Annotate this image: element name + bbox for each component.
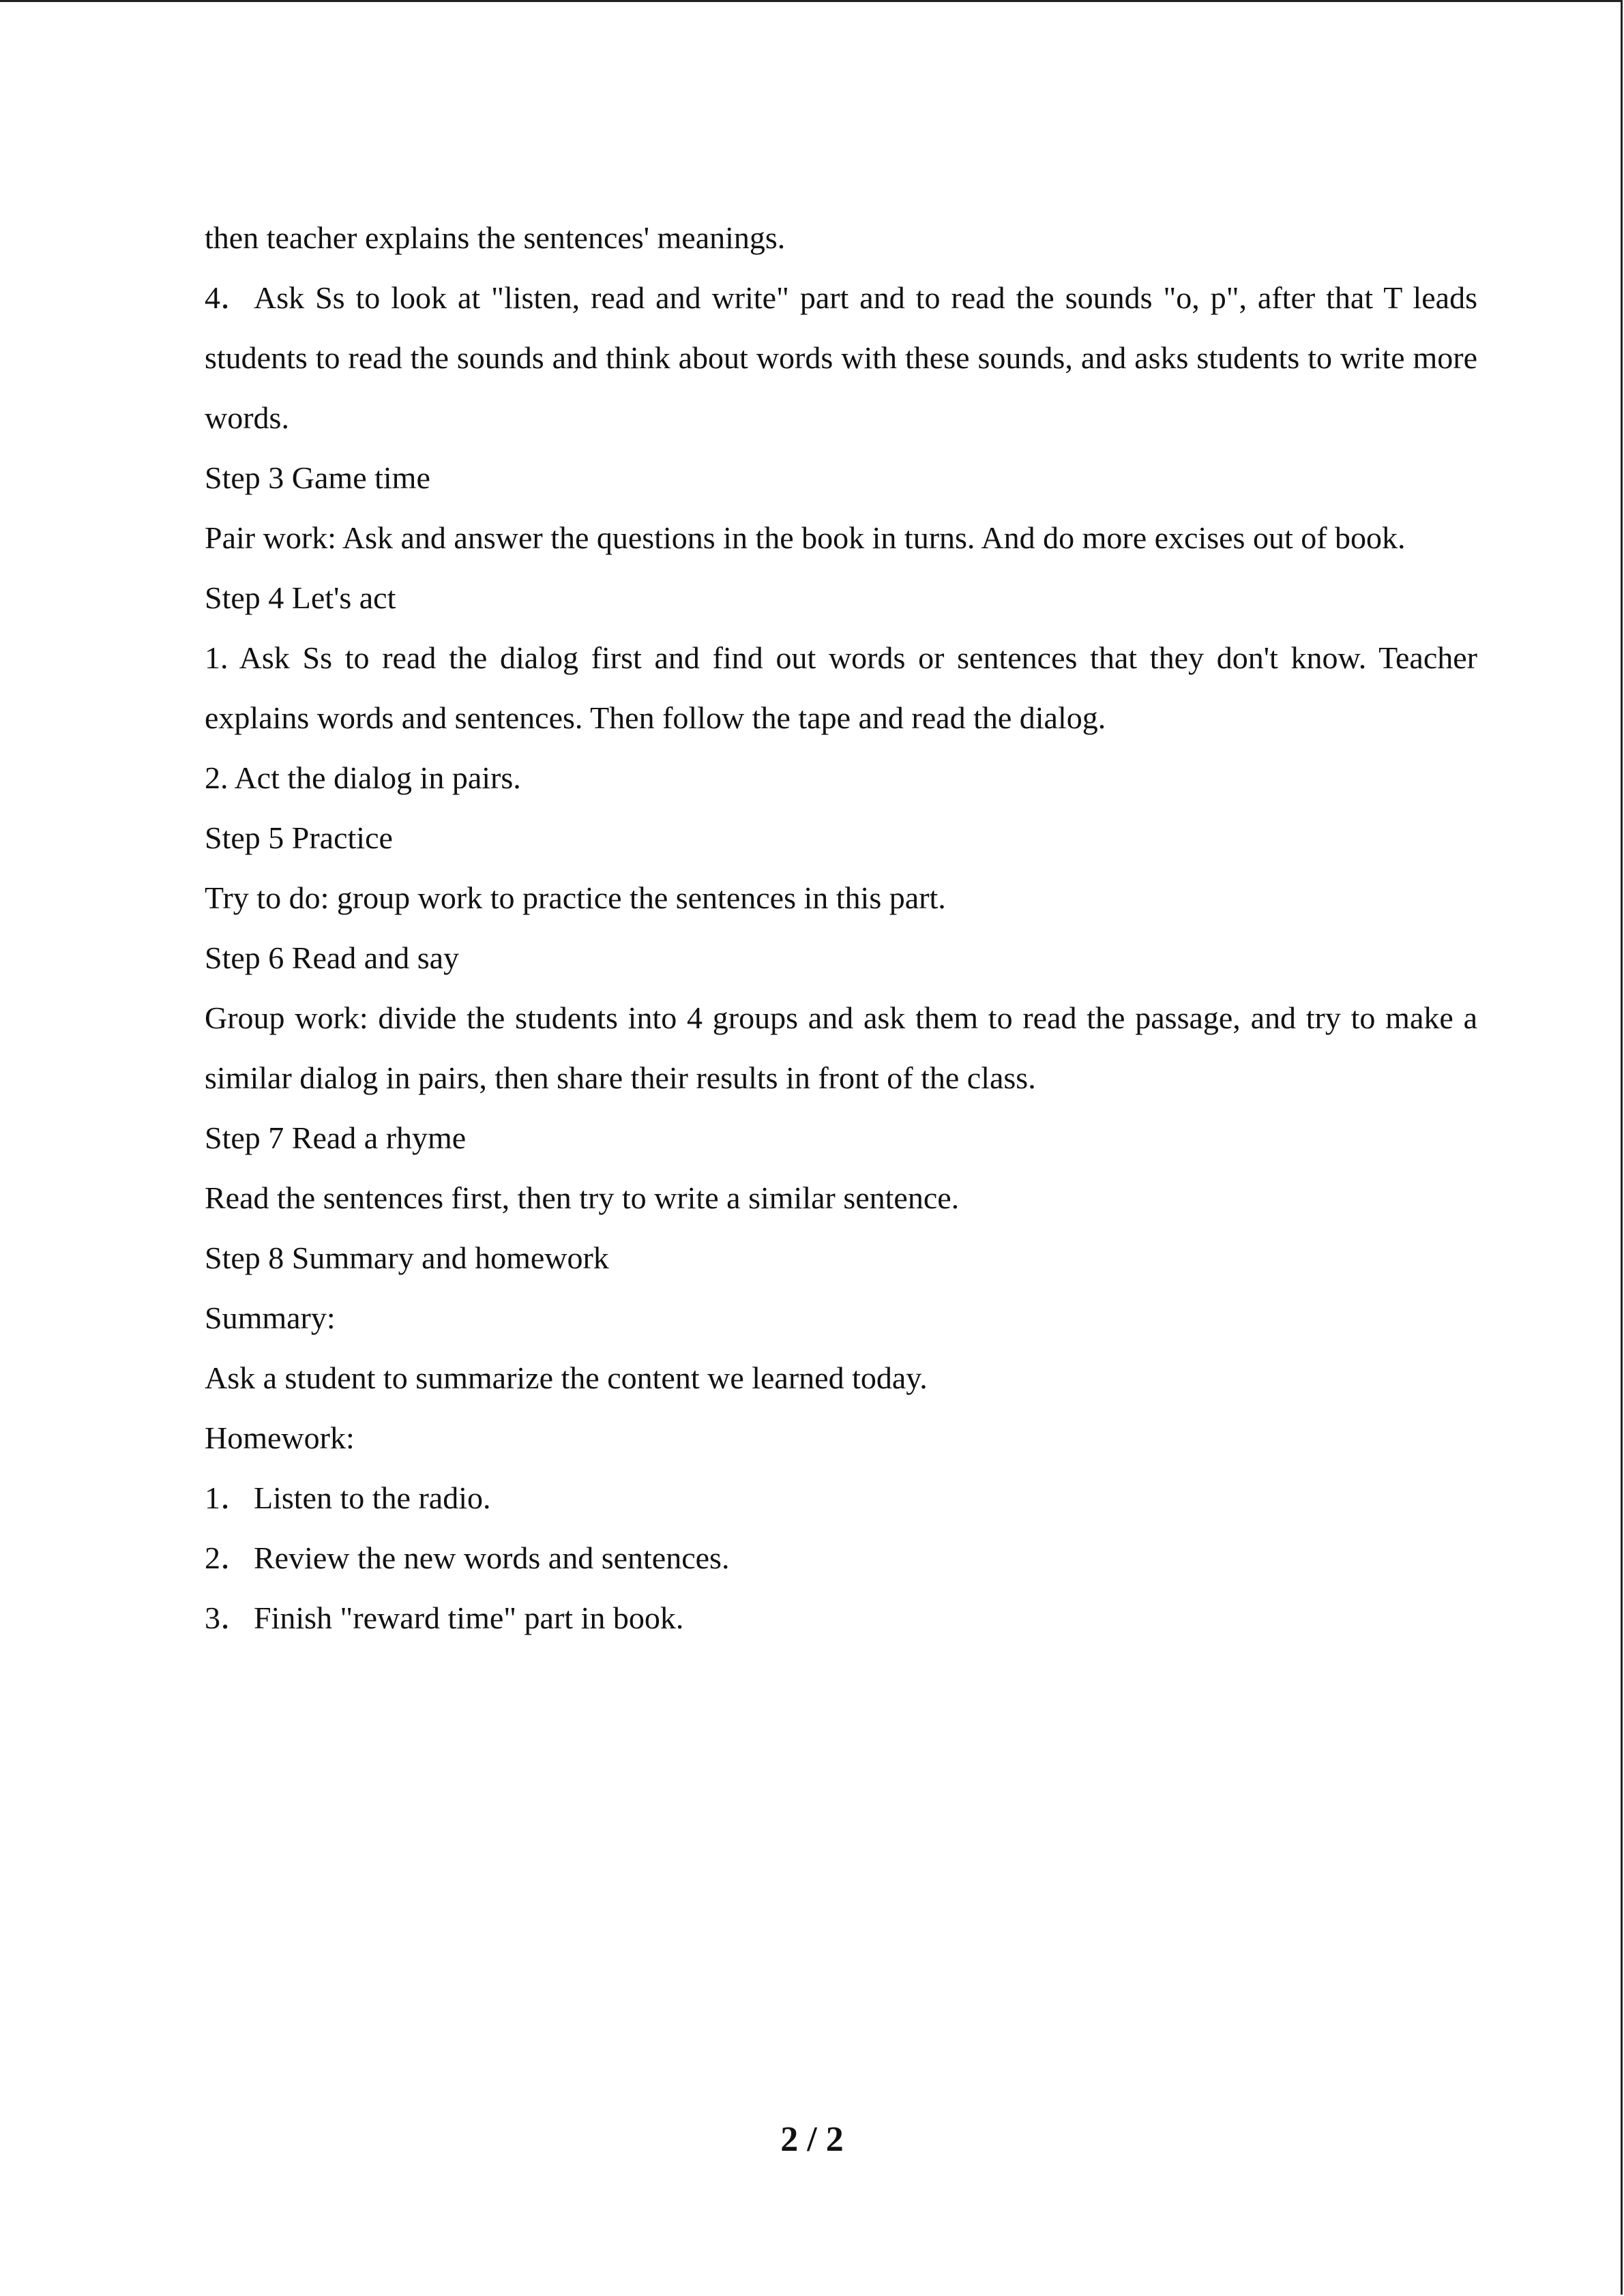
- step-heading: Step 5 Practice: [205, 820, 393, 855]
- text-line: Pair work: Ask and answer the questions in the book in turns. And do more excises out of book.: [205, 520, 1406, 555]
- list-item: 1．Listen to the radio.: [205, 1468, 1477, 1528]
- text-line: then teacher explains the sentences' meanings.: [205, 220, 786, 255]
- text-line: Summary:: [205, 1300, 336, 1335]
- step-heading: Step 4 Let's act: [205, 580, 396, 615]
- step-heading: Step 6 Read and say: [205, 940, 460, 975]
- step-heading: Step 3 Game time: [205, 460, 430, 495]
- text-paragraph: Group work: divide the students into 4 groups and ask them to read the passage, and try to make a similar dialog in pairs, then share their results in front of the class.: [205, 1000, 1477, 1095]
- step-heading: Step 7 Read a rhyme: [205, 1120, 467, 1155]
- text-line: Ask a student to summarize the content we learned today.: [205, 1360, 928, 1395]
- page-number: 2 / 2: [780, 2120, 844, 2159]
- text-line: Homework:: [205, 1420, 355, 1455]
- step-heading: Step 8 Summary and homework: [205, 1240, 609, 1275]
- list-item: 4．Ask Ss to look at "listen, read and write" part and to read the sounds "o, p", after that T leads students to read the sounds and think about words with these sounds, and asks students to write more words.: [205, 268, 1477, 448]
- text-line: 2. Act the dialog in pairs.: [205, 760, 521, 795]
- list-item: 3．Finish "reward time" part in book.: [205, 1588, 1477, 1648]
- item-number: 3．: [205, 1600, 252, 1635]
- document-body: [205, 208, 1477, 1648]
- text-line: Read the sentences first, then try to write a similar sentence.: [205, 1180, 960, 1215]
- item-number: 1．: [205, 1480, 252, 1515]
- item-number: 2．: [205, 1540, 252, 1575]
- item-number: 4．: [205, 280, 252, 315]
- list-item: 2．Review the new words and sentences.: [205, 1528, 1477, 1588]
- text-line: Try to do: group work to practice the sentences in this part.: [205, 880, 946, 915]
- text-paragraph: 1. Ask Ss to read the dialog first and find out words or sentences that they don't know. Teacher explains words and sentences. Then follow the tape and read the dialog.: [205, 640, 1477, 735]
